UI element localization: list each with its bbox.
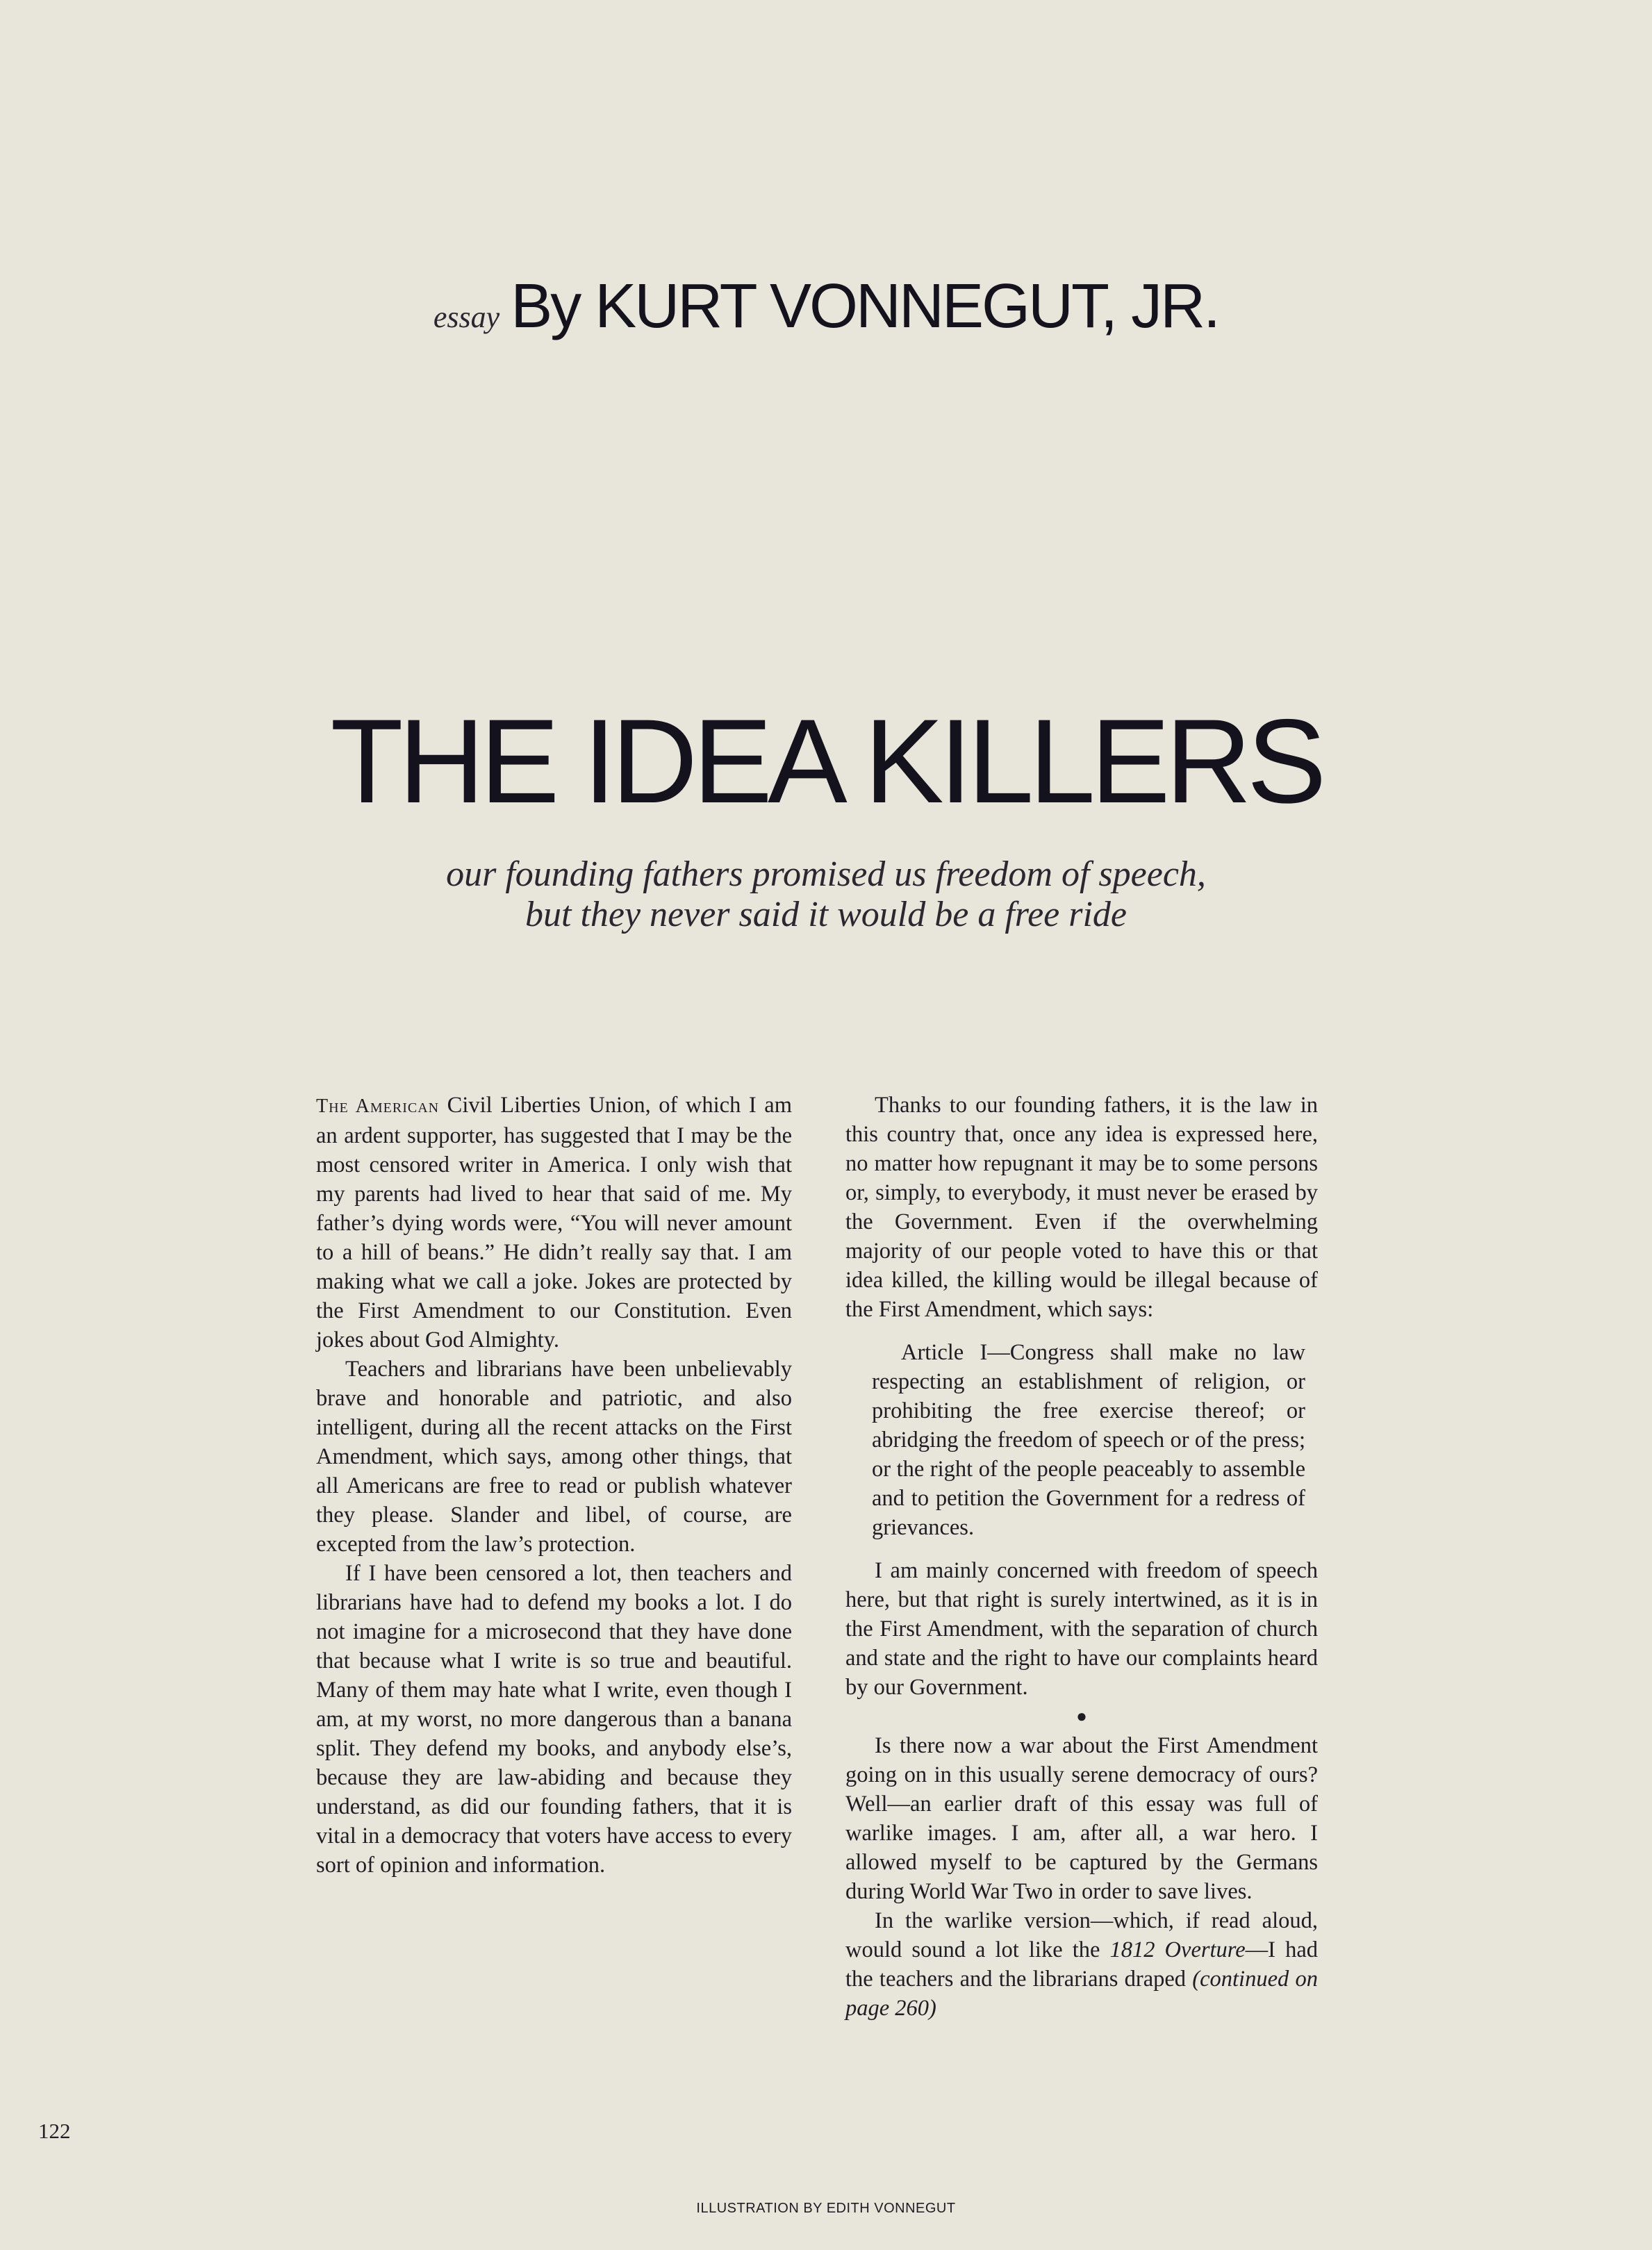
paragraph-1 bbox=[316, 1091, 792, 1355]
continued-line: (continued on page 260) bbox=[845, 1967, 1318, 2021]
paragraph-2: Teachers and librarians have been unbelievably brave and honorable and patriotic, and also intelligent, during all the recent attacks on the First Amendment, which says, among other things, that all Americans are free to read or publish whatever they please. Slander and libel, of course, are excepted from the law’s protection. bbox=[316, 1357, 792, 1557]
paragraph-1-text: Civil Liberties Union, of which I am an ardent supporter, has suggested that I may be the most censored writer in America. I only wish that my parents had lived to hear that said of me. My father’s dying words were, “You will never amount to a hill of beans.” He didn’t really say that. I am making what we call a joke. Jokes are protected by the First Amendment to our Constitution. Even jokes about God Almighty. bbox=[316, 1093, 792, 1353]
essay-tag: essay bbox=[433, 300, 500, 334]
author-name: By KURT VONNEGUT, JR. bbox=[511, 272, 1219, 341]
paragraph-4: Thanks to our founding fathers, it is the law in this country that, once any idea is expressed here, no matter how repugnant it may be to some persons or, simply, to everybody, it must never be erased by the Government. Even if the overwhelming majority of our people voted to have this or that idea killed, the killing would be illegal because of the First Amendment, which says: bbox=[845, 1093, 1318, 1322]
subtitle-line-2: but they never said it would be a free ride bbox=[525, 895, 1127, 934]
page-number: 122 bbox=[38, 2119, 71, 2143]
illustration-credit: ILLUSTRATION BY EDITH VONNEGUT bbox=[696, 2201, 956, 2216]
byline bbox=[0, 271, 1652, 342]
paragraph-7 bbox=[845, 1906, 1318, 2023]
paragraph-6: Is there now a war about the First Amendment going on in this usually serene democracy of ours? Well—an earlier draft of this essay was full of warlike images. I am, after all, a war hero. I allowed myself to be captured by the Germans during World War Two in order to save lives. bbox=[845, 1733, 1318, 1904]
article-subtitle bbox=[0, 854, 1652, 935]
block-quote bbox=[872, 1338, 1305, 1542]
block-quote-text: Article I—Congress shall make no law respecting an establishment of religion, or prohibiting the free exercise thereof; or abridging the freedom of speech or of the press; or the right of the people peaceably to assemble and to petition the Government for a redress of grievances. bbox=[872, 1340, 1305, 1540]
paragraph-7-text-a: In the warlike version—which, if read aloud, would sound a lot like the bbox=[845, 1908, 1318, 1962]
paragraph-3: If I have been censored a lot, then teachers and librarians have had to defend my books a lot. I do not imagine for a microsecond that they have done that because what I write is so true and beautiful. Many of them may hate what I write, even though I am, at my worst, no more dangerous than a banana split. They defend my books, and anybody else’s, because they are law-abiding and because they understand, as did our founding fathers, that it is vital in a democracy that voters have access to every sort of opinion and information. bbox=[316, 1561, 792, 1878]
paragraph-5: I am mainly concerned with freedom of speech here, but that right is surely intertwined, as it is in the First Amendment, with the separation of church and state and the right to have our complaints heard by our Government. bbox=[845, 1558, 1318, 1700]
section-divider: ● bbox=[1076, 1706, 1087, 1726]
paragraph-7-text-b: —I had the teachers and the librarians draped bbox=[845, 1937, 1318, 1992]
body-column-left bbox=[316, 1091, 792, 1880]
paragraph-7-italic: 1812 Overture bbox=[1109, 1937, 1246, 1962]
article-title: THE IDEA KILLERS bbox=[330, 695, 1322, 828]
lead-in: The American bbox=[316, 1095, 440, 1117]
body-column-right bbox=[845, 1091, 1318, 2023]
subtitle-line-1: our founding fathers promised us freedom of speech, bbox=[446, 854, 1206, 894]
